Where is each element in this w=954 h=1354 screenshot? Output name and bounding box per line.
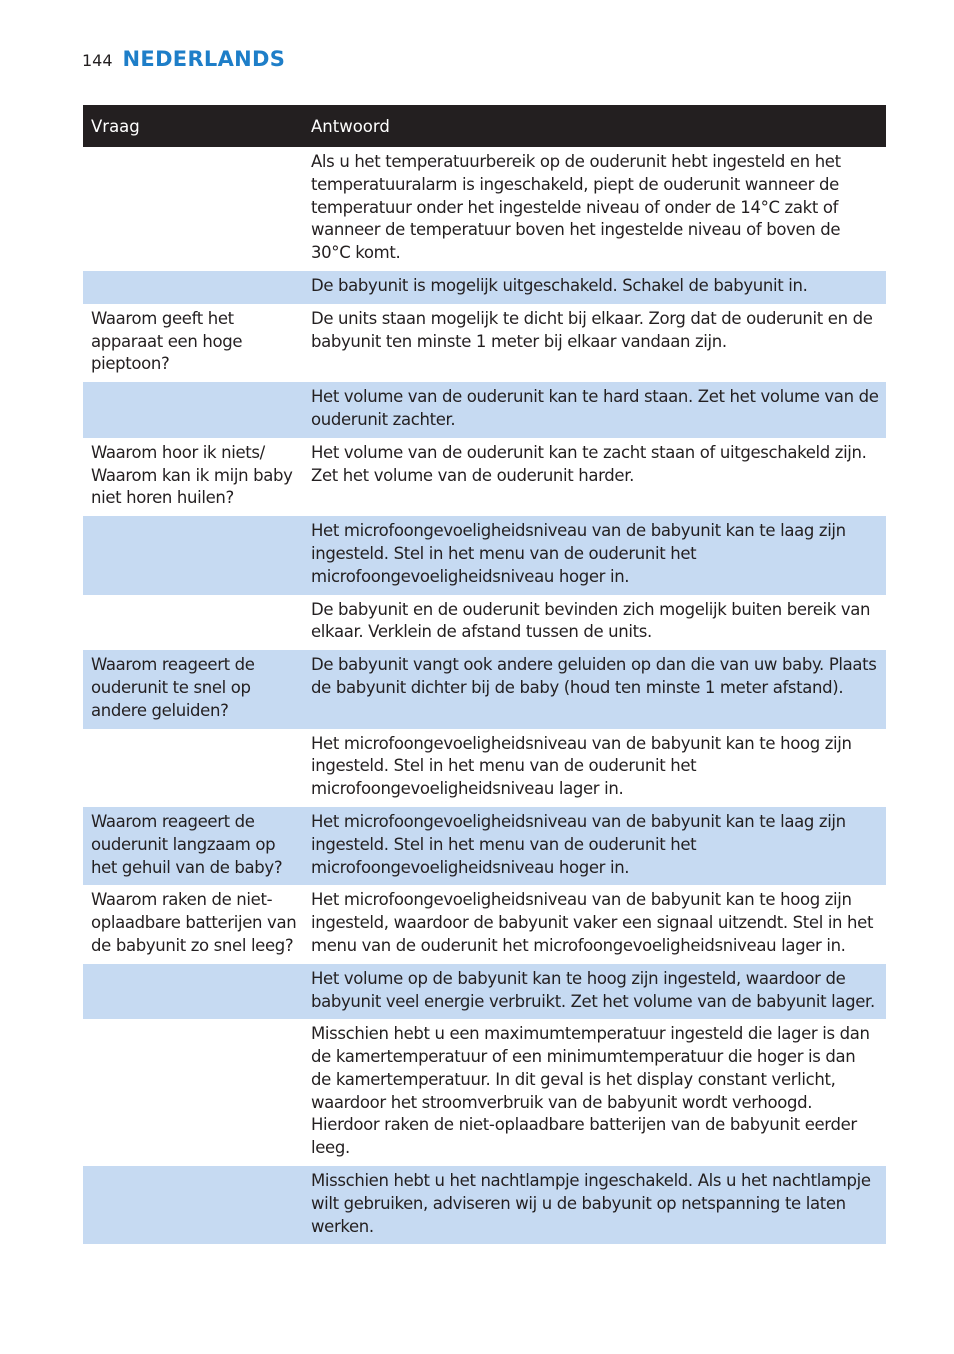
- table-row: [83, 1166, 886, 1244]
- table-body: [83, 147, 886, 1244]
- table-row: [83, 729, 886, 807]
- page-number: 144: [82, 51, 113, 70]
- table-row: [83, 304, 886, 382]
- table-row: [83, 147, 886, 271]
- question-cell: [83, 1166, 304, 1244]
- question-cell: Waarom geeft het apparaat een hoge pieptoon?: [83, 304, 304, 382]
- question-cell: [83, 382, 304, 438]
- table-row: [83, 595, 886, 651]
- answer-cell: De babyunit en de ouderunit bevinden zich mogelijk buiten bereik van elkaar. Verklein de afstand tussen de units.: [304, 595, 886, 651]
- question-cell: [83, 271, 304, 304]
- table-row: [83, 271, 886, 304]
- troubleshooting-table: [83, 105, 886, 1244]
- question-cell: Waarom raken de niet-oplaadbare batterijen van de babyunit zo snel leeg?: [83, 885, 304, 963]
- answer-cell: De units staan mogelijk te dicht bij elkaar. Zorg dat de ouderunit en de babyunit ten minste 1 meter bij elkaar vandaan zijn.: [304, 304, 886, 382]
- question-cell: [83, 964, 304, 1020]
- table-header-row: [83, 105, 886, 147]
- column-header-question: Vraag: [83, 105, 304, 147]
- answer-cell: Misschien hebt u een maximumtemperatuur ingesteld die lager is dan de kamertemperatuur of een minimumtemperatuur die hoger is dan de kamertemperatuur. In dit geval is het display constant verlicht, waardoor het stroomverbruik van de babyunit wordt verhoogd. Hierdoor raken de niet-oplaadbare batterijen van de babyunit eerder leeg.: [304, 1019, 886, 1166]
- page-header: [82, 47, 285, 77]
- question-cell: [83, 1019, 304, 1166]
- table-row: [83, 885, 886, 963]
- answer-cell: Het microfoongevoeligheidsniveau van de babyunit kan te laag zijn ingesteld. Stel in het menu van de ouderunit het microfoongevoeligheidsniveau hoger in.: [304, 807, 886, 885]
- question-cell: [83, 595, 304, 651]
- answer-cell: Misschien hebt u het nachtlampje ingeschakeld. Als u het nachtlampje wilt gebruiken, adviseren wij u de babyunit op netspanning te laten werken.: [304, 1166, 886, 1244]
- answer-cell: Het microfoongevoeligheidsniveau van de babyunit kan te hoog zijn ingesteld. Stel in het menu van de ouderunit het microfoongevoeligheidsniveau lager in.: [304, 729, 886, 807]
- question-cell: [83, 147, 304, 271]
- answer-cell: De babyunit is mogelijk uitgeschakeld. Schakel de babyunit in.: [304, 271, 886, 304]
- answer-cell: Het volume van de ouderunit kan te hard staan. Zet het volume van de ouderunit zachter.: [304, 382, 886, 438]
- table-row: [83, 438, 886, 516]
- answer-cell: Het volume op de babyunit kan te hoog zijn ingesteld, waardoor de babyunit veel energie verbruikt. Zet het volume van de babyunit lager.: [304, 964, 886, 1020]
- language-title: NEDERLANDS: [122, 47, 286, 71]
- question-cell: Waarom reageert de ouderunit te snel op andere geluiden?: [83, 650, 304, 728]
- question-cell: Waarom hoor ik niets/ Waarom kan ik mijn baby niet horen huilen?: [83, 438, 304, 516]
- table-row: [83, 807, 886, 885]
- question-cell: [83, 516, 304, 594]
- answer-cell: Het microfoongevoeligheidsniveau van de babyunit kan te laag zijn ingesteld. Stel in het menu van de ouderunit het microfoongevoeligheidsniveau hoger in.: [304, 516, 886, 594]
- table-row: [83, 516, 886, 594]
- question-cell: [83, 729, 304, 807]
- table-row: [83, 964, 886, 1020]
- table-row: [83, 382, 886, 438]
- answer-cell: Als u het temperatuurbereik op de ouderunit hebt ingesteld en het temperatuuralarm is ingeschakeld, piept de ouderunit wanneer de temperatuur onder het ingestelde niveau of onder de 14°C zakt of wanneer de temperatuur boven het ingestelde niveau of boven de 30°C komt.: [304, 147, 886, 271]
- answer-cell: Het microfoongevoeligheidsniveau van de babyunit kan te hoog zijn ingesteld, waardoor de babyunit vaker een signaal uitzendt. Stel in het menu van de ouderunit het microfoongevoeligheidsniveau lager in.: [304, 885, 886, 963]
- question-cell: Waarom reageert de ouderunit langzaam op het gehuil van de baby?: [83, 807, 304, 885]
- column-header-answer: Antwoord: [304, 105, 886, 147]
- table-row: [83, 650, 886, 728]
- answer-cell: De babyunit vangt ook andere geluiden op dan die van uw baby. Plaats de babyunit dichter bij de baby (houd ten minste 1 meter afstand).: [304, 650, 886, 728]
- table-row: [83, 1019, 886, 1166]
- answer-cell: Het volume van de ouderunit kan te zacht staan of uitgeschakeld zijn. Zet het volume van de ouderunit harder.: [304, 438, 886, 516]
